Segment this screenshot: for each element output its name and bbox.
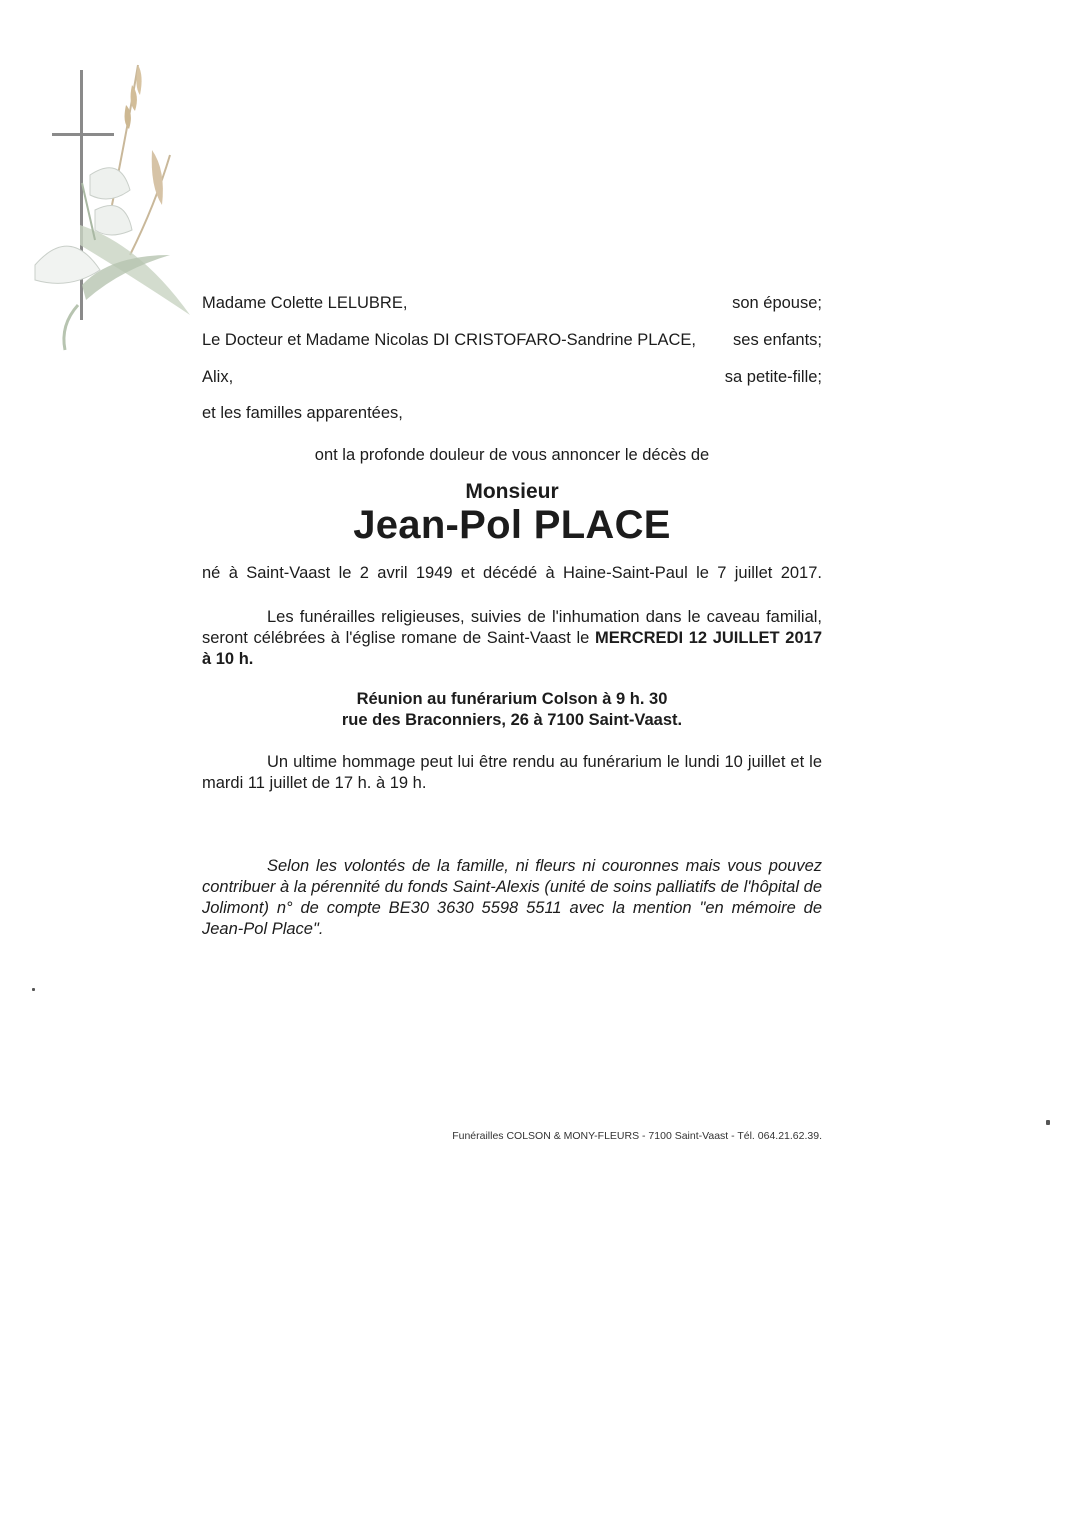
scan-speck [1046, 1120, 1050, 1125]
wishes-paragraph: Selon les volontés de la famille, ni fleurs ni couronnes mais vous pouvez contribuer à la pérennité du fonds Saint-Alexis (unité de soins palliatifs de l'hôpital de Jolimont) n° de compte BE30 3630 5598 5511 avec la mention "en mémoire de Jean-Pol Place". [202, 857, 822, 938]
family-member-relation: ses enfants; [733, 331, 822, 349]
family-line-grandchild [202, 367, 822, 387]
deceased-name: Jean-Pol PLACE [353, 503, 671, 547]
family-line-relatives [202, 403, 822, 423]
family-member-relation: sa petite-fille; [724, 368, 822, 386]
funeral-date: MERCREDI 12 JUILLET 2017 à 10 h. [202, 629, 823, 668]
family-member-name: Madame Colette LELUBRE, [202, 294, 408, 312]
funeral-home-footer: Funérailles COLSON & MONY-FLEURS - 7100 Saint-Vaast - Tél. 064.21.62.39. [452, 1130, 822, 1142]
family-line-children [202, 330, 822, 350]
meeting-line-2: rue des Braconniers, 26 à 7100 Saint-Vaast. [341, 711, 683, 729]
funeral-paragraph [202, 607, 822, 670]
family-member-name: et les familles apparentées, [202, 404, 403, 422]
family-line-spouse [202, 293, 822, 313]
announcement-text: ont la profonde douleur de vous annoncer le décès de [314, 446, 710, 464]
family-member-relation: son épouse; [732, 294, 822, 312]
family-member-name: Alix, [202, 368, 234, 386]
birth-death-line: né à Saint-Vaast le 2 avril 1949 et décédé à Haine-Saint-Paul le 7 juillet 2017. [202, 564, 822, 582]
meeting-line-1: Réunion au funérarium Colson à 9 h. 30 [356, 690, 668, 708]
funeral-text: Les funérailles religieuses, suivies de l'inhumation dans le caveau familial, seront célébrées à l'église romane de Saint-Vaast le [202, 608, 822, 647]
civility-title: Monsieur [465, 480, 559, 503]
cross-lily-wheat-icon [20, 55, 200, 355]
family-member-name: Le Docteur et Madame Nicolas DI CRISTOFARO-Sandrine PLACE, [202, 331, 696, 349]
scan-speck [32, 988, 35, 991]
homage-paragraph: Un ultime hommage peut lui être rendu au funérarium le lundi 10 juillet et le mardi 11 juillet de 17 h. à 19 h. [202, 753, 822, 792]
